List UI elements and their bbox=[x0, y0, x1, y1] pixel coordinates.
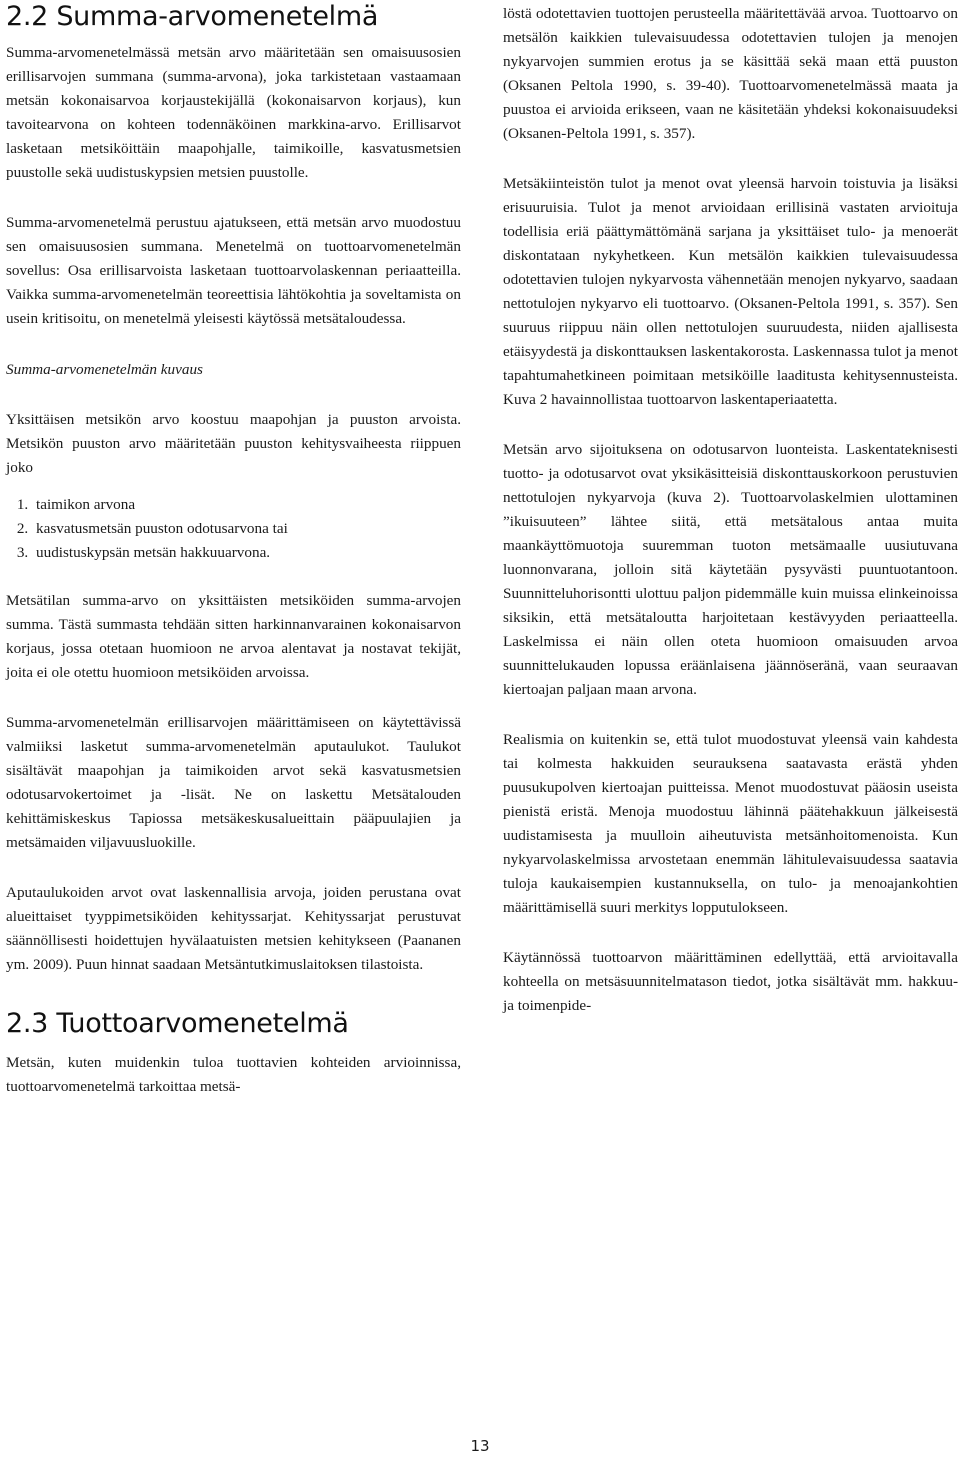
paragraph: Summa-arvomenetelmässä metsän arvo määritetään sen omaisuusosien erillisarvojen summana (summa-arvona), joka tarkistetaan vastaamaan metsän kokonaisarvoa korjaustekijällä (kokonaisarvon korjaus), kun tavoitearvona on kohteen todennäköinen markkina-arvo. Erillisarvot lasketaan metsiköittäin maapohjalle, taimikoille, kasvatusmetsien puustolle sekä uudistuskypsien metsien puustolle. bbox=[6, 44, 461, 181]
right-column bbox=[503, 0, 958, 1018]
section-heading-tuotto: 2.3 Tuottoarvomenetelmä bbox=[6, 1008, 349, 1039]
paragraph: Metsän, kuten muidenkin tuloa tuottavien kohteiden arvioinnissa, tuottoarvomenetelmä tarkoittaa metsä- bbox=[6, 1054, 461, 1095]
page-number: 13 bbox=[470, 1437, 490, 1455]
paragraph: löstä odotettavien tuottojen perusteella määritettävää arvoa. Tuottoarvo on metsälön kaikkien tulevaisuudessa odotettavien tulojen ja menojen nykyarvojen summien erotus ja se käsittää sekä maan että puuston (Oksanen Peltola 1990, s. 39-40). Tuottoarvomenetelmässä maata ja puustoa ei arvioida erikseen, vaan ne käsitetään yhdeksi kokonaisuudeksi (Oksanen-Peltola 1991, s. 357). bbox=[503, 5, 958, 142]
list-item: 2. kasvatusmetsän puuston odotusarvona tai bbox=[32, 517, 461, 541]
section-heading-summa: 2.2 Summa-arvomenetelmä bbox=[6, 1, 379, 32]
paragraph: Summa-arvomenetelmä perustuu ajatukseen, että metsän arvo muodostuu sen omaisuusosien summana. Menetelmä on tuottoarvomenetelmän sovellus: Osa erillisarvoista lasketaan tuottoarvolaskennan periaatteilla. Vaikka summa-arvomenetelmän teoreettisia lähtökohtia ja soveltamista on usein kritisoitu, on menetelmä yleisesti käytössä metsätaloudessa. bbox=[6, 214, 461, 327]
paragraph: Metsäkiinteistön tulot ja menot ovat yleensä harvoin toistuvia ja lisäksi erisuuruisia. Tulot ja menot arvioidaan erillisinä vastaten arvioituja todellisia eriä päättymättömänä sarjana ja yksittäiset tulo- ja menoerät diskontataan nykyhetkeen. Kun metsälön kaikkien tulevaisuudessa odotettavien tulojen nykyarvosta vähennetään menojen nykyarvo, saadaan nettotulojen nykyarvo eli tuottoarvo. (Oksanen-Peltola 1991, s. 357). Sen suuruus riippuu näin ollen nettotulojen suuruudesta, niiden ajallisesta etäisyydestä ja diskonttauksen laskentakorosta. Laskennassa tulot ja menot tapahtumahetkineen poimitaan metsiköille laaditusta kehitysennusteista. Kuva 2 havainnollistaa tuottoarvon laskentaperiaatetta. bbox=[503, 175, 958, 408]
paragraph: Realismia on kuitenkin se, että tulot muodostuvat yleensä vain kahdesta tai kolmesta hakkuiden seurauksena saatavasta erästä yhden puusukupolven kiertoajan puitteissa. Menot muodostuvat pääosin useista pienistä eristä. Menoja muodostuu lähinnä päätehakkuun jälkeisestä uudistamisesta ja muulloin aiheutuvista metsänhoitomenoista. Kun nykyarvolaskelmissa arvostetaan enemmän lähitulevaisuudessa saatavia tuloja kaukaisempien kustannuksella, on tulo- ja menoajankohtien määrittämisellä suuri merkitys lopputulokseen. bbox=[503, 731, 958, 916]
list-item: 1. taimikon arvona bbox=[32, 493, 461, 517]
paragraph: Metsän arvo sijoituksena on odotusarvon luonteista. Laskentateknisesti tuotto- ja odotusarvot ovat yksikäsitteisiä diskonttauskorkoon perustuvien nettotulojen nykyarvoja (kuva 2). Tuottoarvolaskelmien ulottaminen ”ikuisuuteen” lähtee siitä, että metsätalous antaa muita maankäyttömuotoja suuremman tuoton metsämaalle uusiutuvana luonnonvarana, jolloin sitä käytetään pysyvästi puuntuotantoon. Suunnitteluhorisontti ulottuu paljon pidemmälle kuin muissa elinkeinoissa siksikin, että metsätaloutta harjoitetaan kestävyyden periaatteella. Laskelmissa ei näin ollen oteta huomioon omaisuuden arvoa suunnittelukauden lopussa eräänlaisena jäännöseränä, vaan seuraavan kiertoajan paljaan maan arvona. bbox=[503, 441, 958, 698]
paragraph: Käytännössä tuottoarvon määrittäminen edellyttää, että arvioitavalla kohteella on metsäsuunnitelmatason tiedot, jotka sisältävät mm. hakkuu- ja toimenpide- bbox=[503, 949, 958, 1014]
subheading: Summa-arvomenetelmän kuvaus bbox=[6, 361, 203, 378]
numbered-list bbox=[6, 493, 461, 565]
paragraph: Summa-arvomenetelmän erillisarvojen määrittämiseen on käytettävissä valmiiksi lasketut summa-arvomenetelmän aputaulukot. Taulukot sisältävät maapohjan ja taimikoiden arvot sekä kasvatusmetsien odotusarvokertoimet ja -lisät. Ne on laskettu Metsätalouden kehittämiskeskus Tapiossa metsäkeskusalueittain pääpuulajien ja metsämaiden viljavuusluokille. bbox=[6, 714, 461, 851]
list-item: 3. uudistuskypsän metsän hakkuuarvona. bbox=[32, 541, 461, 565]
paragraph: Yksittäisen metsikön arvo koostuu maapohjan ja puuston arvoista. Metsikön puuston arvo määritetään puuston kehitysvaiheesta riippuen joko bbox=[6, 411, 461, 476]
paragraph: Aputaulukoiden arvot ovat laskennallisia arvoja, joiden perustana ovat alueittaiset tyyppimetsiköiden kehityssarjat. Kehityssarjat perustuvat säännöllisesti hoidettujen hyvälaatuisten metsien kehitykseen (Paananen ym. 2009). Puun hinnat saadaan Metsäntutkimuslaitoksen tilastoista. bbox=[6, 884, 461, 973]
left-column bbox=[6, 0, 461, 1099]
paragraph: Metsätilan summa-arvo on yksittäisten metsiköiden summa-arvojen summa. Tästä summasta tehdään sitten harkinnanvarainen kokonaisarvon korjaus, jossa otetaan huomioon ne arvoa alentavat ja nostavat tekijät, joita ei ole otettu huomioon metsiköiden arvoissa. bbox=[6, 592, 461, 681]
